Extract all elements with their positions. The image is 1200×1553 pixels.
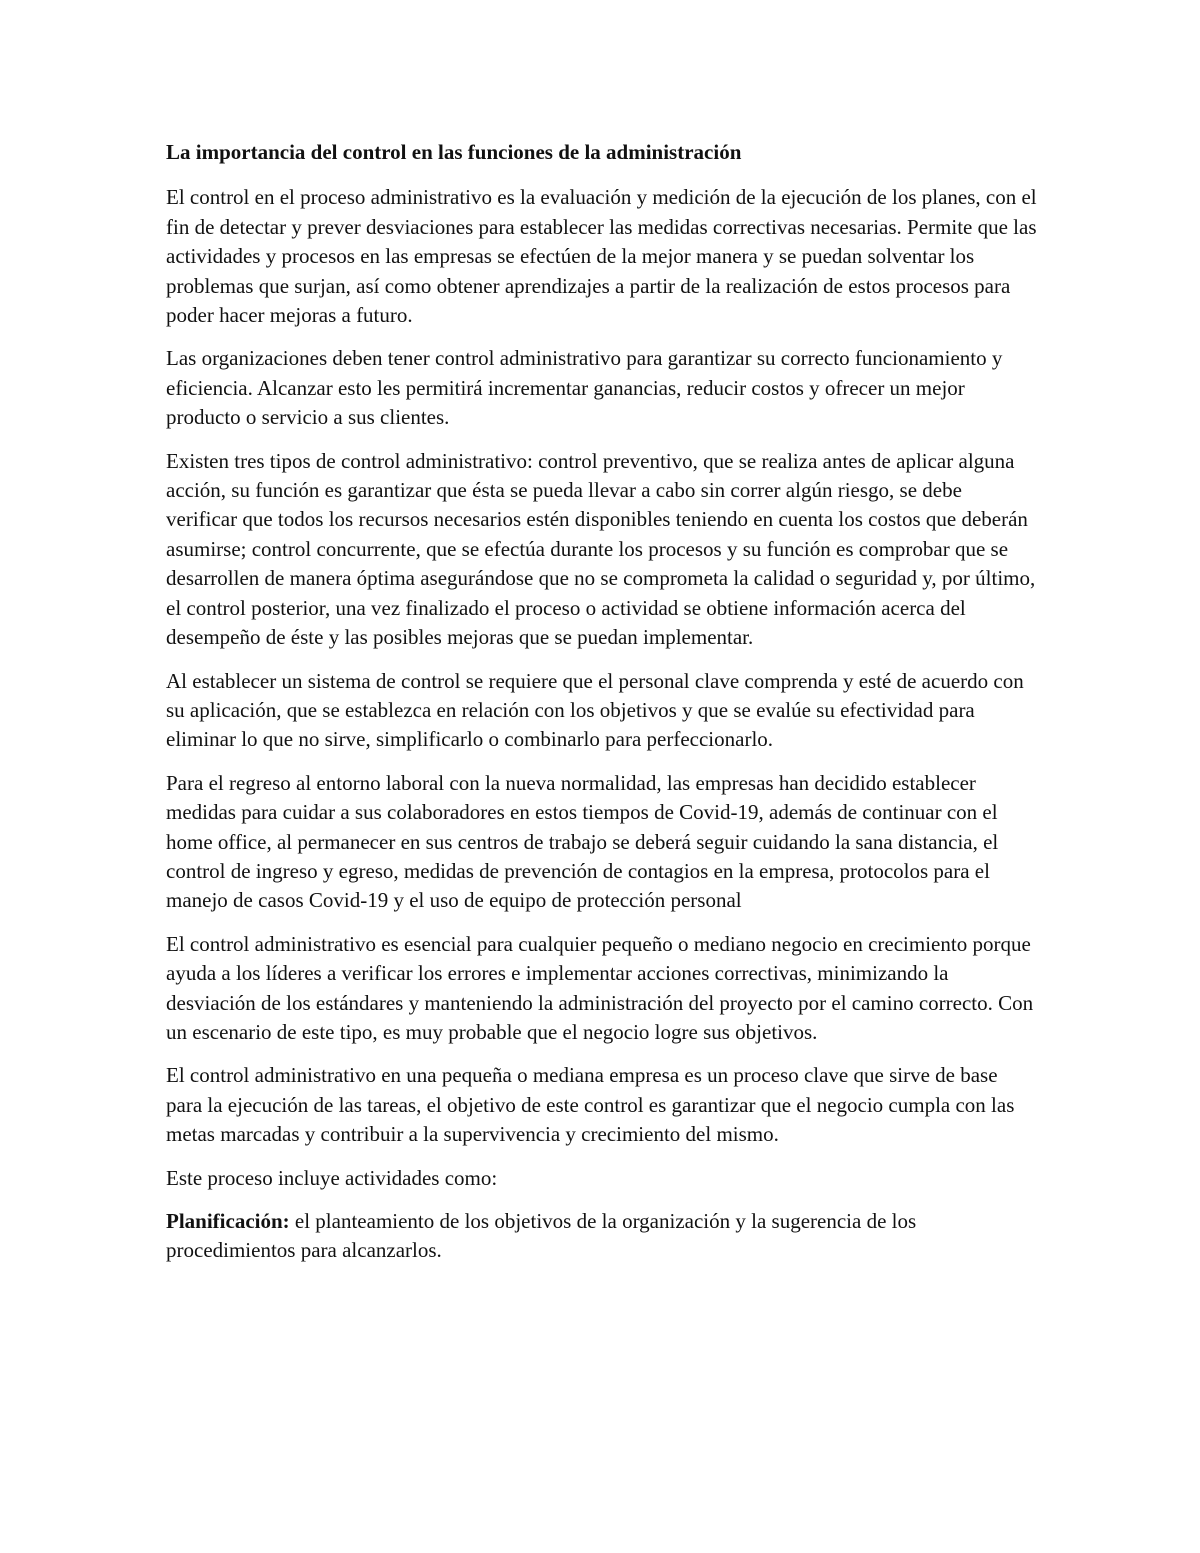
paragraph-types-of-control: Existen tres tipos de control administrativo: control preventivo, que se realiza antes de aplicar alguna acción, su función es garantizar que ésta se pueda llevar a cabo sin correr algún riesgo, se debe verificar que todos los recursos necesarios estén disponibles teniendo en cuenta los costos que deberán asumirse; control concurrente, que se efectúa durante los procesos y su función es comprobar que se desarrollen de manera óptima asegurándose que no se comprometa la calidad o seguridad y, por último, el control posterior, una vez finalizado el proceso o actividad se obtiene información acerca del desempeño de éste y las posibles mejoras que se puedan implementar. (166, 448, 1036, 650)
paragraph-small-business: El control administrativo es esencial para cualquier pequeño o mediano negocio en crecimiento porque ayuda a los líderes a verificar los errores e implementar acciones correctivas, minimizando la desviación de los estándares y manteniendo la administración del proyecto por el camino correcto. Con un escenario de este tipo, es muy probable que el negocio logre sus objetivos. (166, 931, 1034, 1044)
paragraph-key-process: El control administrativo en una pequeña o mediana empresa es un proceso clave que sirve de base para la ejecución de las tareas, el objetivo de este control es garantizar que el negocio cumpla con las metas marcadas y contribuir a la supervivencia y crecimiento del mismo. (166, 1063, 1015, 1147)
definition-term: Planificación: (166, 1209, 290, 1233)
definition-planificacion (166, 1207, 1038, 1266)
document-title: La importancia del control en las funciones de la administración (166, 140, 742, 164)
paragraph-activities-intro: Este proceso incluye actividades como: (166, 1165, 498, 1190)
paragraph-new-normality: Para el regreso al entorno laboral con la nueva normalidad, las empresas han decidido establecer medidas para cuidar a sus colaboradores en estos tiempos de Covid-19, además de continuar con el home office, al permanecer en sus centros de trabajo se deberá seguir cuidando la sana distancia, el control de ingreso y egreso, medidas de prevención de contagios en la empresa, protocolos para el manejo de casos Covid-19 y el uso de equipo de protección personal (166, 770, 999, 913)
definition-text: el planteamiento de los objetivos de la organización y la sugerencia de los procedimientos para alcanzarlos. (166, 1209, 917, 1263)
paragraph-control-system: Al establecer un sistema de control se requiere que el personal clave comprenda y esté de acuerdo con su aplicación, que se establezca en relación con los objetivos y que se evalúe su efectividad para eliminar lo que no sirve, simplificarlo o combinarlo para perfeccionarlo. (166, 668, 1024, 752)
document-page (166, 138, 1038, 1266)
paragraph-definition-of-control: El control en el proceso administrativo es la evaluación y medición de la ejecución de los planes, con el fin de detectar y prever desviaciones para establecer las medidas correctivas necesarias. Permite que las actividades y procesos en las empresas se efectúen de la mejor manera y se puedan solventar los problemas que surjan, así como obtener aprendizajes a partir de la realización de estos procesos para poder hacer mejoras a futuro. (166, 185, 1037, 328)
paragraph-organizations: Las organizaciones deben tener control administrativo para garantizar su correcto funcionamiento y eficiencia. Alcanzar esto les permitirá incrementar ganancias, reducir costos y ofrecer un mejor producto o servicio a sus clientes. (166, 346, 1003, 430)
